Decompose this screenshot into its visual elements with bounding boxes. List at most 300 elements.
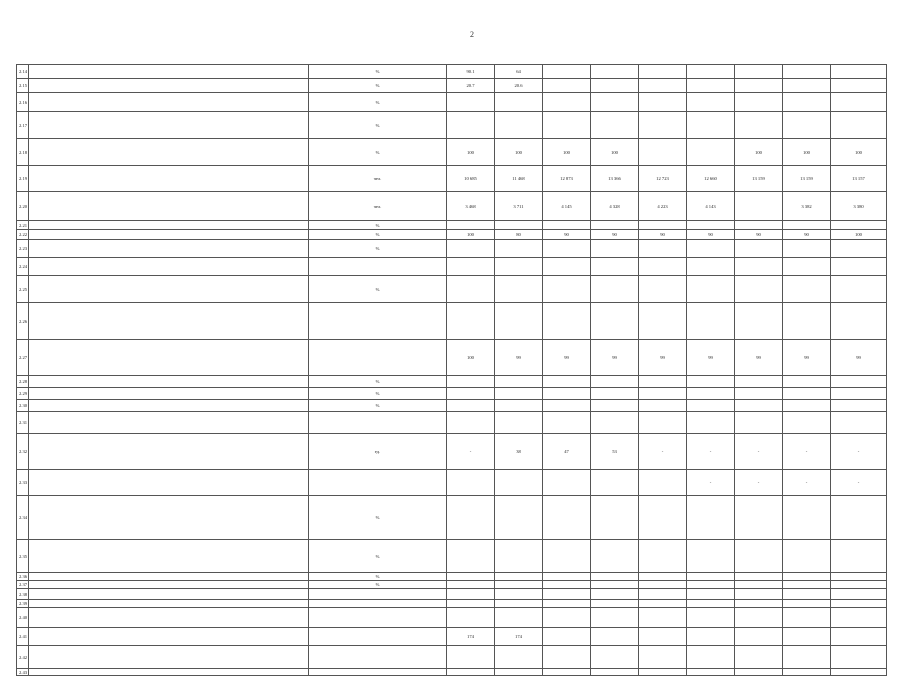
value-cell: [591, 388, 639, 400]
value-cell: [687, 573, 735, 581]
value-cell: [783, 258, 831, 276]
value-cell: 80: [495, 230, 543, 240]
value-cell: [495, 303, 543, 340]
value-cell: [591, 240, 639, 258]
value-cell: [639, 276, 687, 303]
value-cell: 100: [495, 139, 543, 166]
value-cell: [831, 276, 887, 303]
unit-of-measure: %: [309, 93, 447, 112]
value-cell: [831, 303, 887, 340]
value-cell: [495, 646, 543, 669]
value-cell: [831, 608, 887, 628]
value-cell: 99: [831, 340, 887, 376]
value-cell: [495, 276, 543, 303]
value-cell: [495, 388, 543, 400]
value-cell: 20.7: [447, 79, 495, 93]
row-number: 2.37: [17, 581, 29, 589]
value-cell: [543, 412, 591, 434]
value-cell: [735, 276, 783, 303]
value-cell: [831, 93, 887, 112]
value-cell: 174: [447, 628, 495, 646]
row-number: 2.16: [17, 93, 29, 112]
value-cell: [495, 240, 543, 258]
value-cell: [783, 65, 831, 79]
value-cell: [687, 400, 735, 412]
value-cell: -: [783, 434, 831, 470]
value-cell: [735, 65, 783, 79]
row-number: 2.42: [17, 646, 29, 669]
indicator-description: [29, 276, 309, 303]
value-cell: 100: [447, 340, 495, 376]
value-cell: [639, 258, 687, 276]
value-cell: [783, 240, 831, 258]
unit-of-measure: %: [309, 581, 447, 589]
value-cell: 100: [831, 230, 887, 240]
value-cell: [447, 303, 495, 340]
row-number: 2.41: [17, 628, 29, 646]
value-cell: [495, 221, 543, 230]
value-cell: [687, 258, 735, 276]
value-cell: [687, 628, 735, 646]
value-cell: [639, 412, 687, 434]
value-cell: [639, 608, 687, 628]
row-number: 2.34: [17, 496, 29, 540]
unit-of-measure: [309, 628, 447, 646]
value-cell: [447, 573, 495, 581]
value-cell: -: [639, 434, 687, 470]
value-cell: [831, 573, 887, 581]
value-cell: [591, 600, 639, 608]
value-cell: [783, 581, 831, 589]
value-cell: [831, 79, 887, 93]
value-cell: 38: [495, 434, 543, 470]
unit-of-measure: [309, 340, 447, 376]
unit-of-measure: %: [309, 540, 447, 573]
table-row: [17, 192, 887, 221]
value-cell: 99: [591, 340, 639, 376]
unit-of-measure: [309, 258, 447, 276]
row-number: 2.26: [17, 303, 29, 340]
table-row: [17, 589, 887, 600]
table-row: [17, 646, 887, 669]
value-cell: [687, 376, 735, 388]
table-row: [17, 139, 887, 166]
value-cell: [543, 646, 591, 669]
value-cell: [687, 600, 735, 608]
value-cell: [543, 600, 591, 608]
value-cell: [591, 589, 639, 600]
unit-of-measure: %: [309, 65, 447, 79]
table-row: [17, 669, 887, 676]
row-number: 2.43: [17, 669, 29, 676]
value-cell: [687, 221, 735, 230]
unit-of-measure: %: [309, 230, 447, 240]
value-cell: [591, 496, 639, 540]
value-cell: 90: [543, 230, 591, 240]
table-row: [17, 79, 887, 93]
indicator-description: [29, 669, 309, 676]
indicator-description: [29, 608, 309, 628]
value-cell: 10 685: [447, 166, 495, 192]
value-cell: [543, 400, 591, 412]
value-cell: [495, 412, 543, 434]
value-cell: [639, 581, 687, 589]
value-cell: [591, 628, 639, 646]
value-cell: [831, 221, 887, 230]
value-cell: 3 468: [447, 192, 495, 221]
indicators-table: [16, 64, 887, 676]
value-cell: [783, 303, 831, 340]
value-cell: [543, 258, 591, 276]
indicator-description: [29, 93, 309, 112]
table-body: [17, 65, 887, 676]
value-cell: 3 711: [495, 192, 543, 221]
value-cell: [639, 628, 687, 646]
value-cell: [687, 496, 735, 540]
value-cell: [591, 258, 639, 276]
unit-of-measure: %: [309, 276, 447, 303]
value-cell: 100: [735, 139, 783, 166]
value-cell: [639, 303, 687, 340]
unit-of-measure: %: [309, 112, 447, 139]
table-row: [17, 600, 887, 608]
indicator-description: [29, 628, 309, 646]
indicator-description: [29, 600, 309, 608]
table-row: [17, 112, 887, 139]
value-cell: [783, 646, 831, 669]
row-number: 2.30: [17, 400, 29, 412]
value-cell: [447, 608, 495, 628]
value-cell: [591, 470, 639, 496]
row-number: 2.14: [17, 65, 29, 79]
row-number: 2.19: [17, 166, 29, 192]
table-row: [17, 388, 887, 400]
value-cell: [447, 496, 495, 540]
value-cell: -: [687, 434, 735, 470]
value-cell: -: [783, 470, 831, 496]
value-cell: [735, 628, 783, 646]
value-cell: 99: [783, 340, 831, 376]
table-row: [17, 470, 887, 496]
value-cell: [447, 581, 495, 589]
value-cell: [447, 646, 495, 669]
value-cell: [831, 112, 887, 139]
table-row: [17, 65, 887, 79]
table-row: [17, 240, 887, 258]
row-number: 2.35: [17, 540, 29, 573]
value-cell: [735, 221, 783, 230]
value-cell: [783, 628, 831, 646]
value-cell: [543, 496, 591, 540]
value-cell: [783, 79, 831, 93]
value-cell: [735, 608, 783, 628]
value-cell: [831, 646, 887, 669]
value-cell: 4 145: [543, 192, 591, 221]
value-cell: [447, 221, 495, 230]
indicator-description: [29, 388, 309, 400]
value-cell: [591, 412, 639, 434]
value-cell: [495, 669, 543, 676]
value-cell: [639, 573, 687, 581]
value-cell: [735, 192, 783, 221]
row-number: 2.17: [17, 112, 29, 139]
value-cell: [447, 276, 495, 303]
indicator-description: [29, 192, 309, 221]
value-cell: [783, 540, 831, 573]
table-row: [17, 608, 887, 628]
value-cell: [735, 581, 783, 589]
indicator-description: [29, 434, 309, 470]
indicator-description: [29, 496, 309, 540]
value-cell: 90: [735, 230, 783, 240]
value-cell: 90: [783, 230, 831, 240]
indicator-description: [29, 240, 309, 258]
value-cell: [831, 600, 887, 608]
value-cell: 90.1: [447, 65, 495, 79]
value-cell: 13 157: [831, 166, 887, 192]
row-number: 2.28: [17, 376, 29, 388]
value-cell: [495, 540, 543, 573]
table-row: [17, 303, 887, 340]
value-cell: [447, 589, 495, 600]
value-cell: [639, 388, 687, 400]
value-cell: [639, 139, 687, 166]
value-cell: -: [831, 434, 887, 470]
value-cell: [735, 669, 783, 676]
value-cell: [543, 388, 591, 400]
value-cell: [687, 79, 735, 93]
row-number: 2.36: [17, 573, 29, 581]
value-cell: [447, 600, 495, 608]
indicator-description: [29, 303, 309, 340]
value-cell: 47: [543, 434, 591, 470]
value-cell: [735, 112, 783, 139]
value-cell: [543, 240, 591, 258]
value-cell: [495, 600, 543, 608]
value-cell: [543, 65, 591, 79]
value-cell: [639, 600, 687, 608]
value-cell: [783, 608, 831, 628]
value-cell: 3 382: [783, 192, 831, 221]
value-cell: 99: [735, 340, 783, 376]
value-cell: [495, 470, 543, 496]
value-cell: -: [735, 470, 783, 496]
value-cell: [687, 540, 735, 573]
value-cell: 13 159: [735, 166, 783, 192]
value-cell: [543, 669, 591, 676]
indicator-description: [29, 258, 309, 276]
indicator-description: [29, 540, 309, 573]
table-row: [17, 400, 887, 412]
unit-of-measure: [309, 303, 447, 340]
value-cell: 90: [591, 230, 639, 240]
table-row: [17, 276, 887, 303]
value-cell: [447, 669, 495, 676]
value-cell: [783, 573, 831, 581]
table-row: [17, 540, 887, 573]
value-cell: [687, 646, 735, 669]
value-cell: [447, 400, 495, 412]
value-cell: 4 328: [591, 192, 639, 221]
value-cell: 100: [447, 139, 495, 166]
value-cell: [783, 376, 831, 388]
value-cell: [591, 608, 639, 628]
value-cell: [639, 112, 687, 139]
indicator-description: [29, 340, 309, 376]
value-cell: [447, 470, 495, 496]
unit-of-measure: %: [309, 139, 447, 166]
value-cell: 11 468: [495, 166, 543, 192]
value-cell: [831, 258, 887, 276]
indicator-description: [29, 470, 309, 496]
value-cell: -: [735, 434, 783, 470]
value-cell: 13 159: [783, 166, 831, 192]
value-cell: [735, 600, 783, 608]
unit-of-measure: %: [309, 79, 447, 93]
value-cell: [735, 412, 783, 434]
table-row: [17, 628, 887, 646]
value-cell: 100: [447, 230, 495, 240]
unit-of-measure: [309, 589, 447, 600]
value-cell: 20.6: [495, 79, 543, 93]
value-cell: [687, 412, 735, 434]
value-cell: [783, 388, 831, 400]
value-cell: [735, 573, 783, 581]
unit-of-measure: %: [309, 376, 447, 388]
value-cell: [831, 669, 887, 676]
value-cell: [543, 540, 591, 573]
value-cell: 53: [591, 434, 639, 470]
value-cell: [447, 540, 495, 573]
value-cell: [831, 388, 887, 400]
value-cell: [687, 65, 735, 79]
row-number: 2.18: [17, 139, 29, 166]
value-cell: [783, 400, 831, 412]
row-number: 2.25: [17, 276, 29, 303]
value-cell: [639, 221, 687, 230]
row-number: 2.29: [17, 388, 29, 400]
value-cell: [831, 496, 887, 540]
indicator-description: [29, 139, 309, 166]
value-cell: [831, 376, 887, 388]
indicator-description: [29, 581, 309, 589]
value-cell: -: [687, 470, 735, 496]
value-cell: 174: [495, 628, 543, 646]
indicator-description: [29, 221, 309, 230]
row-number: 2.23: [17, 240, 29, 258]
value-cell: [783, 221, 831, 230]
row-number: 2.39: [17, 600, 29, 608]
value-cell: [735, 496, 783, 540]
value-cell: 99: [639, 340, 687, 376]
value-cell: 12 873: [543, 166, 591, 192]
indicator-description: [29, 230, 309, 240]
value-cell: [591, 79, 639, 93]
value-cell: 99: [495, 340, 543, 376]
value-cell: [495, 112, 543, 139]
value-cell: [639, 646, 687, 669]
value-cell: 12 723: [639, 166, 687, 192]
row-number: 2.22: [17, 230, 29, 240]
value-cell: [447, 93, 495, 112]
value-cell: [687, 93, 735, 112]
table-row: [17, 230, 887, 240]
unit-of-measure: [309, 669, 447, 676]
indicator-description: [29, 79, 309, 93]
value-cell: 100: [783, 139, 831, 166]
value-cell: [639, 669, 687, 676]
value-cell: 100: [591, 139, 639, 166]
unit-of-measure: чел.: [309, 192, 447, 221]
value-cell: 12 660: [687, 166, 735, 192]
value-cell: [543, 376, 591, 388]
value-cell: [735, 303, 783, 340]
value-cell: [447, 376, 495, 388]
value-cell: [831, 540, 887, 573]
indicator-description: [29, 646, 309, 669]
value-cell: [591, 669, 639, 676]
value-cell: [831, 589, 887, 600]
value-cell: [735, 376, 783, 388]
value-cell: [447, 258, 495, 276]
value-cell: [735, 388, 783, 400]
value-cell: [543, 221, 591, 230]
value-cell: [639, 400, 687, 412]
indicator-description: [29, 589, 309, 600]
table-row: [17, 496, 887, 540]
value-cell: [495, 376, 543, 388]
table-row: [17, 412, 887, 434]
value-cell: 99: [687, 340, 735, 376]
value-cell: [495, 608, 543, 628]
value-cell: [639, 540, 687, 573]
row-number: 2.15: [17, 79, 29, 93]
value-cell: [591, 303, 639, 340]
value-cell: [591, 65, 639, 79]
value-cell: [495, 573, 543, 581]
table-row: [17, 340, 887, 376]
value-cell: [447, 388, 495, 400]
unit-of-measure: [309, 608, 447, 628]
unit-of-measure: %: [309, 573, 447, 581]
value-cell: [543, 608, 591, 628]
value-cell: [735, 240, 783, 258]
value-cell: [831, 628, 887, 646]
value-cell: [783, 412, 831, 434]
value-cell: [639, 79, 687, 93]
value-cell: [735, 258, 783, 276]
value-cell: 64: [495, 65, 543, 79]
value-cell: [495, 496, 543, 540]
value-cell: 3 380: [831, 192, 887, 221]
value-cell: [639, 240, 687, 258]
value-cell: [687, 112, 735, 139]
value-cell: [447, 112, 495, 139]
value-cell: [495, 258, 543, 276]
unit-of-measure: чел.: [309, 166, 447, 192]
indicator-description: [29, 400, 309, 412]
row-number: 2.20: [17, 192, 29, 221]
indicator-description: [29, 573, 309, 581]
value-cell: [543, 112, 591, 139]
table-row: [17, 258, 887, 276]
value-cell: [687, 139, 735, 166]
row-number: 2.21: [17, 221, 29, 230]
indicator-description: [29, 376, 309, 388]
value-cell: [831, 412, 887, 434]
value-cell: [783, 600, 831, 608]
unit-of-measure: [309, 412, 447, 434]
